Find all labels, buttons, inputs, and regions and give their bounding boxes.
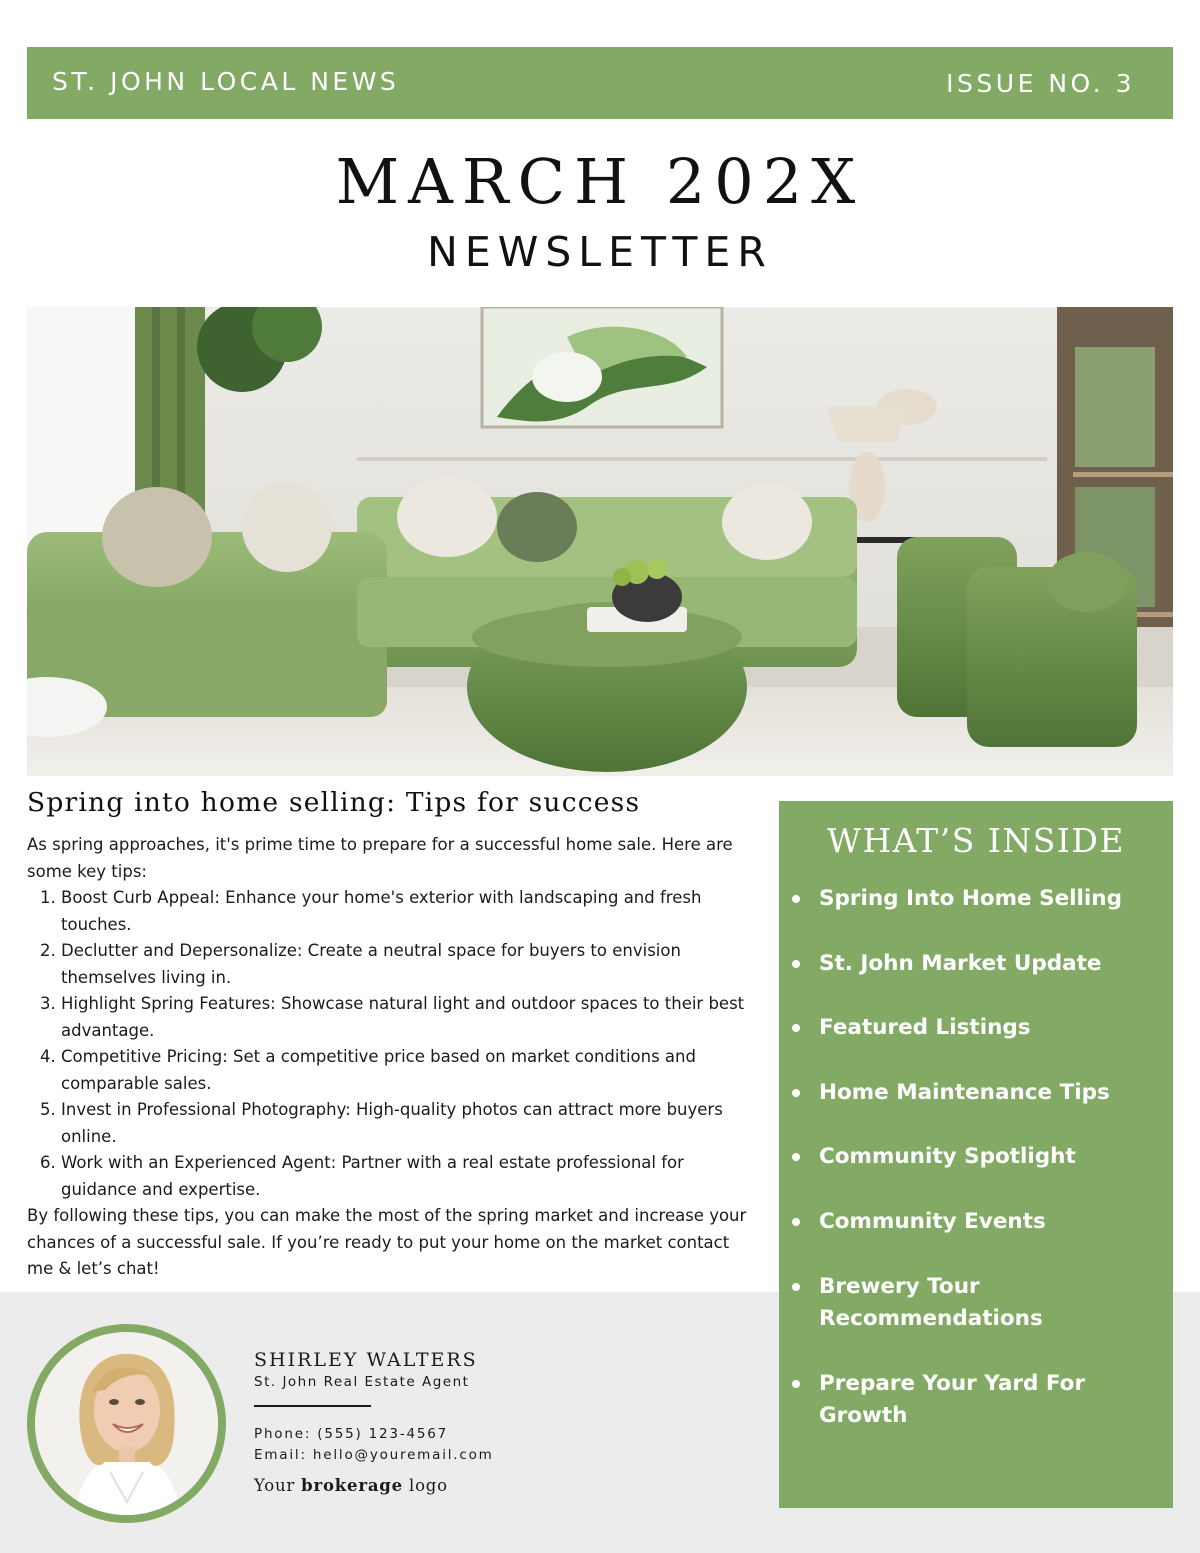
list-item: 6. Work with an Experienced Agent: Partner with a real estate professional for guidance and expertise. (61, 1150, 752, 1203)
contents-item[interactable] (819, 1077, 1149, 1109)
article-outro: By following these tips, you can make the most of the spring market and increase your chances of a successful sale. If you’re ready to put your home on the market contact me & let’s chat! (27, 1206, 747, 1278)
bullet-icon (792, 1218, 800, 1226)
bullet-icon (792, 1024, 800, 1032)
agent-email[interactable]: Email: hello@youremail.com (254, 1447, 494, 1463)
article-heading: Spring into home selling: Tips for success (27, 787, 641, 818)
contents-item-label: Featured Listings (819, 1015, 1031, 1040)
article-intro: As spring approaches, it's prime time to prepare for a successful home sale. Here are some key tips: (27, 835, 733, 881)
list-item: 1. Boost Curb Appeal: Enhance your home's exterior with landscaping and fresh touches. (61, 885, 752, 938)
contents-item-label: Spring Into Home Selling (819, 886, 1122, 911)
publication-name: ST. JOHN LOCAL NEWS (52, 67, 400, 96)
living-room-photo (27, 307, 1173, 776)
list-item: 4. Competitive Pricing: Set a competitive price based on market conditions and comparable sales. (61, 1044, 752, 1097)
agent-role: St. John Real Estate Agent (254, 1374, 470, 1390)
whats-inside-heading: WHAT’S INSIDE (827, 821, 1125, 860)
contents-item-label: Prepare Your Yard For Growth (819, 1371, 1086, 1428)
bullet-icon (792, 960, 800, 968)
agent-portrait-photo (35, 1332, 218, 1515)
bullet-icon (792, 1283, 800, 1291)
article-body (27, 832, 752, 1283)
bullet-icon (792, 1153, 800, 1161)
whats-inside-panel (779, 801, 1173, 1508)
issue-number: ISSUE NO. 3 (946, 69, 1135, 98)
contents-item[interactable] (819, 1206, 1149, 1238)
contents-item[interactable] (819, 883, 1149, 915)
contents-item[interactable] (819, 1271, 1149, 1334)
contents-item-label: Brewery Tour Recommendations (819, 1274, 1043, 1331)
list-item: 5. Invest in Professional Photography: High-quality photos can attract more buyers online. (61, 1097, 752, 1150)
contents-item[interactable] (819, 948, 1149, 980)
contents-item-label: Community Events (819, 1209, 1046, 1234)
brokerage-prefix: Your (254, 1476, 296, 1495)
agent-phone[interactable]: Phone: (555) 123-4567 (254, 1426, 449, 1442)
tips-list (27, 885, 752, 1203)
contents-item-label: Community Spotlight (819, 1144, 1076, 1169)
bullet-icon (792, 895, 800, 903)
divider (254, 1405, 371, 1407)
list-item: 2. Declutter and Depersonalize: Create a neutral space for buyers to envision themselves living in. (61, 938, 752, 991)
contents-item-label: Home Maintenance Tips (819, 1080, 1110, 1105)
agent-name: SHIRLEY WALTERS (254, 1349, 478, 1371)
contents-item[interactable] (819, 1012, 1149, 1044)
contents-item-label: St. John Market Update (819, 951, 1102, 976)
header-banner (27, 47, 1173, 119)
agent-avatar (27, 1324, 226, 1523)
brokerage-bold: brokerage (301, 1476, 403, 1495)
bullet-icon (792, 1089, 800, 1097)
contents-item[interactable] (819, 1141, 1149, 1173)
newsletter-month-title: MARCH 202X (335, 145, 865, 218)
brokerage-suffix: logo (409, 1476, 448, 1495)
newsletter-subtitle: NEWSLETTER (427, 228, 773, 276)
brokerage-logo (254, 1476, 448, 1495)
contents-item[interactable] (819, 1368, 1149, 1431)
list-item: 3. Highlight Spring Features: Showcase natural light and outdoor spaces to their best advantage. (61, 991, 752, 1044)
bullet-icon (792, 1380, 800, 1388)
